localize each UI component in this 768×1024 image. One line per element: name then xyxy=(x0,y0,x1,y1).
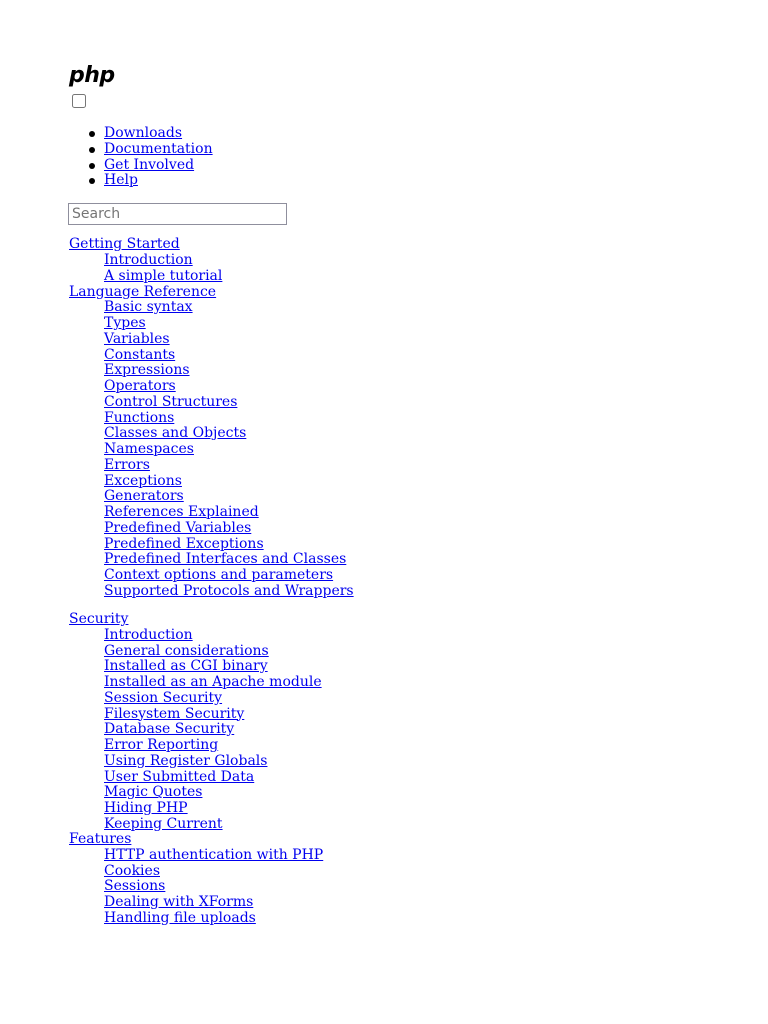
toc-link[interactable]: Functions xyxy=(104,409,175,426)
nav-link-get-involved[interactable]: Get Involved xyxy=(104,156,195,173)
section-getting-started xyxy=(69,237,222,284)
list-item xyxy=(104,911,323,927)
nav-item-get-involved xyxy=(104,158,213,174)
list-item xyxy=(104,505,354,521)
toc-link[interactable]: Keeping Current xyxy=(104,815,223,832)
list-item xyxy=(104,253,222,269)
toc-link[interactable]: Cookies xyxy=(104,862,160,879)
toc-link[interactable]: Classes and Objects xyxy=(104,425,247,442)
list-item xyxy=(104,332,354,348)
list-item xyxy=(104,537,354,553)
bullet-icon xyxy=(89,163,95,169)
logo-container xyxy=(69,64,115,88)
toc-link[interactable]: References Explained xyxy=(104,504,259,520)
nav-item-downloads xyxy=(104,126,213,142)
list-item xyxy=(104,411,354,427)
toc-link[interactable]: Expressions xyxy=(104,362,190,379)
toc-link[interactable]: Generators xyxy=(104,488,184,505)
list-item xyxy=(104,442,354,458)
toc-link[interactable]: Filesystem Security xyxy=(104,705,245,722)
sub-list-features xyxy=(69,848,323,927)
toc-link[interactable]: Installed as an Apache module xyxy=(104,674,322,690)
bullet-icon xyxy=(89,131,95,137)
list-item xyxy=(104,864,323,880)
search-input[interactable] xyxy=(68,203,287,225)
section-language-reference xyxy=(69,285,354,600)
list-item xyxy=(104,474,354,490)
list-item xyxy=(104,738,322,754)
toc-link[interactable]: Variables xyxy=(104,330,170,347)
toc-link[interactable]: Hiding PHP xyxy=(104,800,188,816)
php-logo[interactable]: php xyxy=(69,63,115,88)
section-features xyxy=(69,832,323,927)
list-item xyxy=(104,552,354,568)
toc-link[interactable]: Error Reporting xyxy=(104,737,219,753)
toc-link[interactable]: Using Register Globals xyxy=(104,752,268,769)
toc-link[interactable]: Dealing with XForms xyxy=(104,894,254,910)
sub-list-security xyxy=(69,628,322,833)
nav-item-documentation xyxy=(104,142,213,158)
toc-link[interactable]: General considerations xyxy=(104,642,269,659)
section-title-getting-started[interactable]: Getting Started xyxy=(69,236,180,252)
main-nav xyxy=(104,126,213,189)
list-item xyxy=(104,754,322,770)
list-item xyxy=(104,675,322,691)
section-title-language-reference[interactable]: Language Reference xyxy=(69,283,217,300)
toc-link[interactable]: Sessions xyxy=(104,878,166,895)
toc-link[interactable]: Context options and parameters xyxy=(104,567,334,583)
nav-link-downloads[interactable]: Downloads xyxy=(104,125,183,141)
list-item xyxy=(104,379,354,395)
toc-link[interactable]: Types xyxy=(104,315,146,331)
toc-link[interactable]: HTTP authentication with PHP xyxy=(104,846,324,863)
bullet-icon xyxy=(89,147,95,153)
toc-link[interactable]: Operators xyxy=(104,378,176,394)
toc-link[interactable]: Session Security xyxy=(104,689,223,706)
toc-link[interactable]: Handling file uploads xyxy=(104,909,256,926)
sub-list-getting-started xyxy=(69,253,222,285)
section-security xyxy=(69,612,322,833)
toc-link[interactable]: Predefined Variables xyxy=(104,519,252,536)
list-item xyxy=(104,521,354,537)
list-item xyxy=(104,659,322,675)
toc-link[interactable]: Constants xyxy=(104,346,176,363)
list-item xyxy=(104,770,322,786)
list-item xyxy=(104,489,354,505)
nav-link-documentation[interactable]: Documentation xyxy=(104,140,213,157)
nav-link-help[interactable]: Help xyxy=(104,172,138,189)
toc-link[interactable]: Magic Quotes xyxy=(104,784,203,801)
toc-link[interactable]: Introduction xyxy=(104,251,193,268)
toc-link[interactable]: Predefined Exceptions xyxy=(104,535,264,552)
bullet-icon xyxy=(89,178,95,184)
list-item xyxy=(104,395,354,411)
toc-link[interactable]: Database Security xyxy=(104,721,235,738)
toc-link[interactable]: User Submitted Data xyxy=(104,768,255,785)
toc-link[interactable]: Exceptions xyxy=(104,472,182,489)
list-item xyxy=(104,895,323,911)
list-item xyxy=(104,628,322,644)
list-item xyxy=(104,817,322,833)
list-item xyxy=(104,426,354,442)
list-item xyxy=(104,300,354,316)
list-item xyxy=(104,568,354,584)
list-item xyxy=(104,879,323,895)
list-item xyxy=(104,269,222,285)
section-title-features[interactable]: Features xyxy=(69,831,132,847)
list-item xyxy=(104,722,322,738)
list-item xyxy=(104,584,354,600)
toc-link[interactable]: Installed as CGI binary xyxy=(104,658,268,675)
list-item xyxy=(104,644,322,660)
list-item xyxy=(104,691,322,707)
toc-link[interactable]: Introduction xyxy=(104,626,193,643)
section-title-security[interactable]: Security xyxy=(69,611,129,627)
sub-list-language-reference xyxy=(69,300,354,599)
list-item xyxy=(104,348,354,364)
list-item xyxy=(104,707,322,723)
list-item xyxy=(104,458,354,474)
toc-link[interactable]: Control Structures xyxy=(104,393,238,410)
toc-link[interactable]: Supported Protocols and Wrappers xyxy=(104,582,354,599)
toc-link[interactable]: A simple tutorial xyxy=(104,267,223,284)
nav-item-help xyxy=(104,173,213,189)
toc-link[interactable]: Basic syntax xyxy=(104,299,193,316)
list-item xyxy=(104,801,322,817)
list-item xyxy=(104,316,354,332)
toc-link[interactable]: Namespaces xyxy=(104,441,194,457)
list-item xyxy=(104,785,322,801)
toc-link[interactable]: Errors xyxy=(104,456,150,473)
list-item xyxy=(104,848,323,864)
list-item xyxy=(104,363,354,379)
toc-link[interactable]: Predefined Interfaces and Classes xyxy=(104,551,347,568)
menu-toggle-checkbox[interactable] xyxy=(72,94,86,108)
